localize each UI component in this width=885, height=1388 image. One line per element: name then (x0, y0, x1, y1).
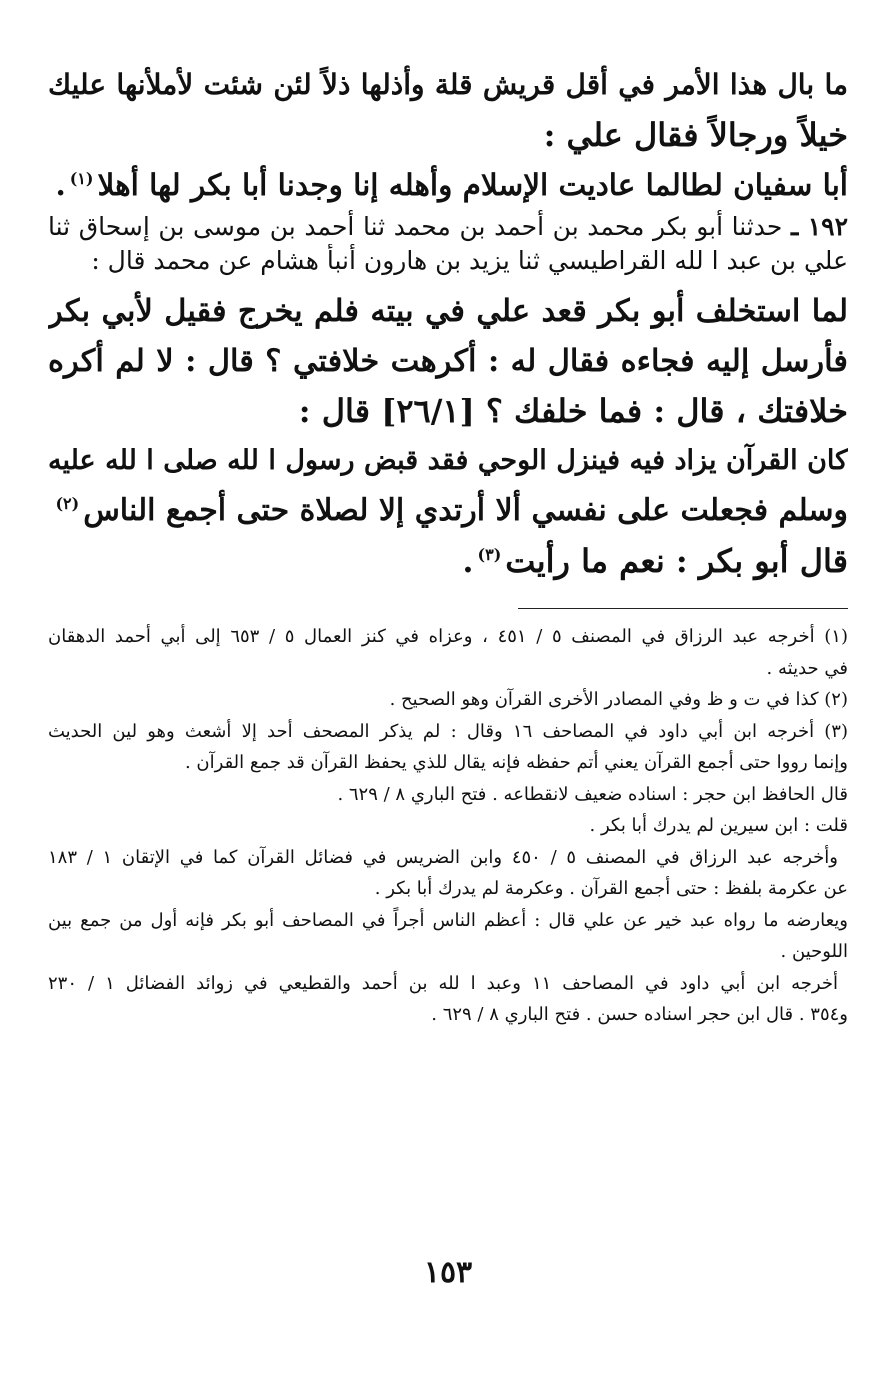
footnote-line: (١) أخرجه عبد الرزاق في المصنف ٥ / ٤٥١ ، وعزاه في كنز العمال ٥ / ٦٥٣ إلى أبي أحمد الدهقان (48, 626, 848, 647)
book-page (48, 60, 848, 1360)
main-text-line: ما بال هذا الأمر في أقل قريش قلة وأذلها ذلاً لئن شئت لأملأنها عليك (48, 68, 848, 101)
main-text-line (48, 160, 848, 210)
footnote-line: قال الحافظ ابن حجر : اسناده ضعيف لانقطاعه . فتح الباري ٨ / ٦٢٩ . (337, 783, 848, 805)
footnote-marker[interactable]: (٢) (55, 494, 80, 513)
footnote-line: عن عكرمة بلفظ : حتى أجمع القرآن . وعكرمة لم يدرك أبا بكر . (374, 878, 848, 899)
page-number: ١٥٣ (423, 1255, 473, 1290)
main-text-segment: . (55, 167, 66, 202)
footnote-separator (518, 608, 848, 609)
footnote-line: في حديثه . (766, 657, 848, 679)
footnote-line: ويعارضه ما رواه عبد خير عن علي قال : أعظم الناس أجراً في المصاحف أبو بكر فإنه أول من جمع بين (48, 909, 848, 931)
main-text-line: خيلاً ورجالاً فقال علي : (543, 116, 848, 154)
main-text-segment: قال أبو بكر : نعم ما رأيت (505, 542, 848, 580)
main-text-line (48, 486, 848, 536)
footnote-line: اللوحين . (780, 941, 848, 962)
main-text-line: خلافتك ، قال : فما خلفك ؟ [٢٦/١] قال : (298, 392, 848, 430)
footnote-line: أخرجه ابن أبي داود في المصاحف ١١ وعبد ا لله بن أحمد والقطيعي في زوائد الفضائل ١ / ٢٣٠ (48, 972, 838, 994)
footnote-line: قلت : ابن سيرين لم يدرك أبا بكر . (589, 815, 848, 836)
isnad-line: علي بن عبد ا لله القراطيسي ثنا يزيد بن هارون أنبأ هشام عن محمد قال : (91, 246, 848, 275)
main-text-line: فأرسل إليه فجاءه فقال له : أكرهت خلافتي ؟ قال : لا لم أكره (48, 343, 848, 379)
footnote-line: و٣٥٤ . قال ابن حجر اسناده حسن . فتح الباري ٨ / ٦٢٩ . (431, 1004, 848, 1025)
main-text-line (48, 536, 848, 586)
main-text-line: كان القرآن يزاد فيه فينزل الوحي فقد قبض رسول ا لله صلى ا لله عليه (48, 445, 848, 476)
footnote-line: وإنما رووا حتى أجمع القرآن يعني أتم حفظه فإنه يقال للذي يحفظ القرآن قد جمع القرآن . (184, 752, 848, 773)
main-text-segment: وسلم فجعلت على نفسي ألا أرتدي إلا لصلاة حتى أجمع الناس (83, 493, 848, 528)
footnote-marker[interactable]: (١) (69, 169, 94, 189)
footnote-line: (٣) أخرجه ابن أبي داود في المصاحف ١٦ وقال : لم يذكر المصحف أحد إلا أشعث وهو لين الحديث (48, 720, 848, 742)
footnote-line: (٢) كذا في ت و ظ وفي المصادر الأخرى القرآن وهو الصحيح . (389, 689, 848, 710)
footnote-marker[interactable]: (٣) (477, 545, 502, 565)
isnad-line (48, 210, 848, 244)
footnote-line: وأخرجه عبد الرزاق في المصنف ٥ / ٤٥٠ وابن الضريس في فضائل القرآن كما في الإتقان ١ / ١٨٣ (48, 846, 838, 868)
hadith-number: ١٩٢ ـ (791, 212, 848, 241)
main-text-segment: . (462, 542, 474, 580)
main-text-line: لما استخلف أبو بكر قعد علي في بيته فلم يخرج فقيل لأبي بكر (48, 293, 848, 329)
isnad-text: حدثنا أبو بكر محمد بن أحمد بن محمد ثنا أحمد بن موسى بن إسحاق ثنا (48, 212, 783, 241)
main-text-segment: أبا سفيان لطالما عاديت الإسلام وأهله إنا وجدنا أبا بكر لها أهلا (97, 167, 848, 202)
